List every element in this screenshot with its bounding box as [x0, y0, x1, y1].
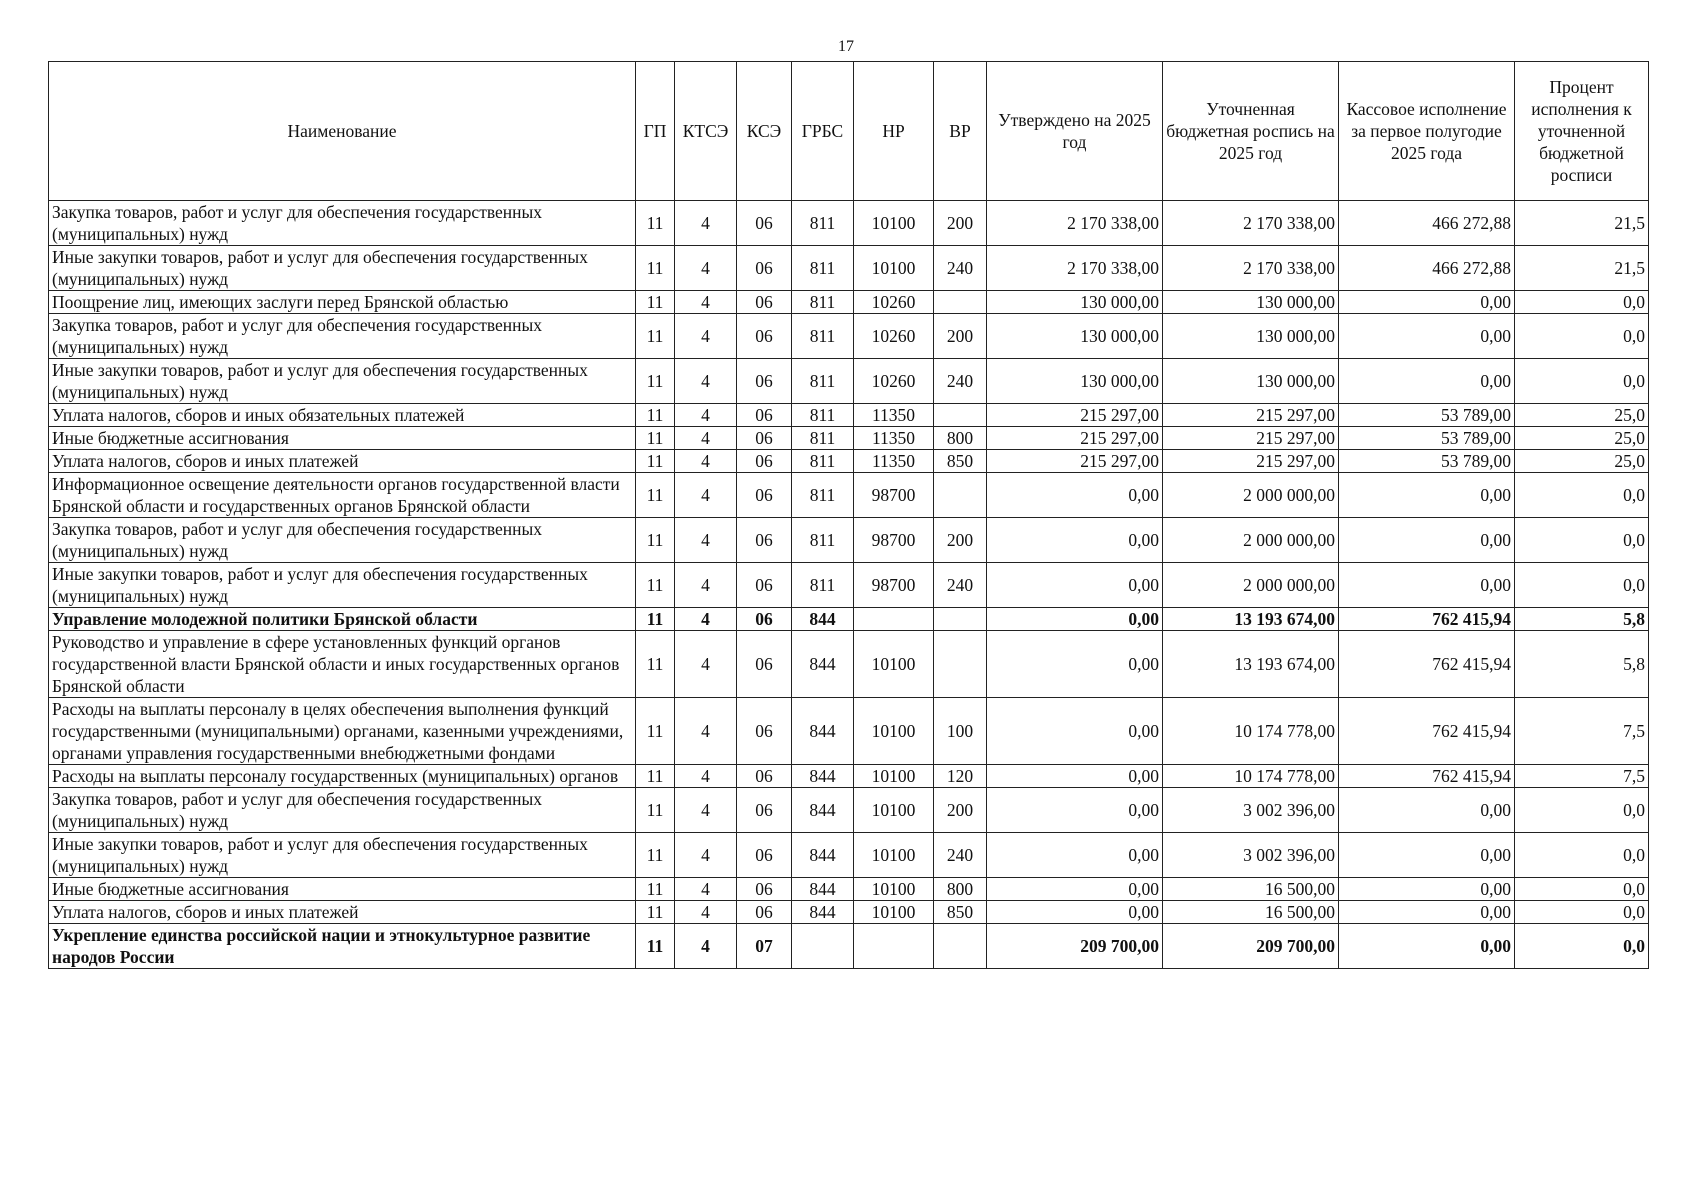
table-row: [49, 631, 1649, 698]
cell-refined: 2 000 000,00: [1163, 473, 1339, 518]
cell-cash: 0,00: [1339, 518, 1515, 563]
cell-gp: 11: [636, 201, 675, 246]
cell-cash: 762 415,94: [1339, 765, 1515, 788]
cell-kse: 06: [737, 404, 792, 427]
table-header-row: [49, 62, 1649, 201]
header-nr: НР: [854, 62, 934, 201]
cell-gp: 11: [636, 631, 675, 698]
cell-name: Уплата налогов, сборов и иных обязательных платежей: [49, 404, 636, 427]
cell-gp: 11: [636, 788, 675, 833]
cell-name: Иные бюджетные ассигнования: [49, 427, 636, 450]
cell-grbs: 844: [792, 788, 854, 833]
table-row: [49, 404, 1649, 427]
cell-vr: [934, 924, 987, 969]
cell-nr: 10260: [854, 359, 934, 404]
cell-grbs: 811: [792, 314, 854, 359]
table-row: [49, 246, 1649, 291]
cell-vr: 200: [934, 201, 987, 246]
cell-nr: 10100: [854, 765, 934, 788]
cell-ktse: 4: [675, 924, 737, 969]
cell-kse: 06: [737, 765, 792, 788]
cell-vr: 240: [934, 359, 987, 404]
cell-percent: 0,0: [1515, 563, 1649, 608]
cell-gp: 11: [636, 924, 675, 969]
cell-gp: 11: [636, 878, 675, 901]
header-grbs: ГРБС: [792, 62, 854, 201]
cell-name: Расходы на выплаты персоналу в целях обеспечения выполнения функций государственными (муниципальными) органами, казенными учреждениями, органами управления государственными внебюджетными фондами: [49, 698, 636, 765]
cell-percent: 0,0: [1515, 788, 1649, 833]
cell-vr: [934, 473, 987, 518]
cell-grbs: 844: [792, 833, 854, 878]
table-row: [49, 359, 1649, 404]
cell-kse: 06: [737, 201, 792, 246]
cell-ktse: 4: [675, 404, 737, 427]
cell-kse: 06: [737, 450, 792, 473]
cell-refined: 13 193 674,00: [1163, 631, 1339, 698]
table-row: [49, 473, 1649, 518]
table-row: [49, 314, 1649, 359]
cell-name: Управление молодежной политики Брянской области: [49, 608, 636, 631]
cell-percent: 0,0: [1515, 314, 1649, 359]
cell-refined: 130 000,00: [1163, 359, 1339, 404]
cell-name: Иные закупки товаров, работ и услуг для обеспечения государственных (муниципальных) нужд: [49, 359, 636, 404]
cell-cash: 0,00: [1339, 473, 1515, 518]
cell-nr: 10100: [854, 698, 934, 765]
cell-approved: 215 297,00: [987, 427, 1163, 450]
cell-ktse: 4: [675, 473, 737, 518]
cell-approved: 2 170 338,00: [987, 246, 1163, 291]
cell-ktse: 4: [675, 359, 737, 404]
cell-approved: 0,00: [987, 765, 1163, 788]
cell-percent: 0,0: [1515, 473, 1649, 518]
cell-gp: 11: [636, 473, 675, 518]
table-body: [49, 201, 1649, 969]
cell-percent: 7,5: [1515, 765, 1649, 788]
table-row: [49, 518, 1649, 563]
cell-gp: 11: [636, 291, 675, 314]
cell-kse: 06: [737, 518, 792, 563]
cell-percent: 0,0: [1515, 901, 1649, 924]
cell-name: Уплата налогов, сборов и иных платежей: [49, 901, 636, 924]
header-percent: Процент исполнения к уточненной бюджетной росписи: [1515, 62, 1649, 201]
cell-nr: 98700: [854, 473, 934, 518]
cell-nr: 10260: [854, 291, 934, 314]
cell-grbs: 844: [792, 765, 854, 788]
cell-grbs: 811: [792, 201, 854, 246]
cell-grbs: 844: [792, 878, 854, 901]
cell-nr: 10100: [854, 788, 934, 833]
header-name: Наименование: [49, 62, 636, 201]
header-ktse: КТСЭ: [675, 62, 737, 201]
table-row: [49, 833, 1649, 878]
cell-ktse: 4: [675, 631, 737, 698]
cell-name: Руководство и управление в сфере установленных функций органов государственной власти Брянской области и иных государственных органов Брянской области: [49, 631, 636, 698]
cell-cash: 466 272,88: [1339, 201, 1515, 246]
header-vr: ВР: [934, 62, 987, 201]
cell-cash: 762 415,94: [1339, 608, 1515, 631]
cell-nr: 98700: [854, 518, 934, 563]
cell-name: Иные закупки товаров, работ и услуг для обеспечения государственных (муниципальных) нужд: [49, 246, 636, 291]
cell-vr: 850: [934, 901, 987, 924]
cell-grbs: 811: [792, 291, 854, 314]
cell-ktse: 4: [675, 201, 737, 246]
cell-nr: [854, 924, 934, 969]
cell-refined: 2 000 000,00: [1163, 563, 1339, 608]
cell-kse: 06: [737, 314, 792, 359]
cell-kse: 06: [737, 608, 792, 631]
cell-gp: 11: [636, 833, 675, 878]
cell-name: Закупка товаров, работ и услуг для обеспечения государственных (муниципальных) нужд: [49, 314, 636, 359]
cell-cash: 0,00: [1339, 314, 1515, 359]
cell-ktse: 4: [675, 878, 737, 901]
cell-grbs: [792, 924, 854, 969]
cell-cash: 0,00: [1339, 833, 1515, 878]
cell-gp: 11: [636, 698, 675, 765]
cell-approved: 2 170 338,00: [987, 201, 1163, 246]
cell-name: Поощрение лиц, имеющих заслуги перед Брянской областью: [49, 291, 636, 314]
cell-cash: 0,00: [1339, 878, 1515, 901]
header-gp: ГП: [636, 62, 675, 201]
cell-ktse: 4: [675, 901, 737, 924]
cell-refined: 3 002 396,00: [1163, 833, 1339, 878]
cell-gp: 11: [636, 450, 675, 473]
cell-nr: 10100: [854, 878, 934, 901]
cell-refined: 2 000 000,00: [1163, 518, 1339, 563]
cell-nr: 10100: [854, 833, 934, 878]
cell-ktse: 4: [675, 698, 737, 765]
cell-name: Иные закупки товаров, работ и услуг для обеспечения государственных (муниципальных) нужд: [49, 563, 636, 608]
cell-kse: 06: [737, 833, 792, 878]
cell-percent: 25,0: [1515, 450, 1649, 473]
cell-vr: 850: [934, 450, 987, 473]
cell-cash: 53 789,00: [1339, 450, 1515, 473]
cell-gp: 11: [636, 359, 675, 404]
cell-kse: 06: [737, 246, 792, 291]
cell-vr: 120: [934, 765, 987, 788]
cell-ktse: 4: [675, 450, 737, 473]
cell-nr: 11350: [854, 427, 934, 450]
cell-refined: 215 297,00: [1163, 404, 1339, 427]
cell-gp: 11: [636, 427, 675, 450]
table-row: [49, 924, 1649, 969]
cell-ktse: 4: [675, 291, 737, 314]
cell-name: Информационное освещение деятельности органов государственной власти Брянской области и государственных органов Брянской области: [49, 473, 636, 518]
cell-nr: 10100: [854, 901, 934, 924]
cell-name: Закупка товаров, работ и услуг для обеспечения государственных (муниципальных) нужд: [49, 788, 636, 833]
cell-refined: 3 002 396,00: [1163, 788, 1339, 833]
cell-refined: 2 170 338,00: [1163, 201, 1339, 246]
cell-kse: 06: [737, 473, 792, 518]
cell-ktse: 4: [675, 314, 737, 359]
cell-vr: [934, 291, 987, 314]
cell-percent: 21,5: [1515, 201, 1649, 246]
cell-percent: 0,0: [1515, 833, 1649, 878]
cell-nr: 11350: [854, 404, 934, 427]
cell-approved: 0,00: [987, 518, 1163, 563]
cell-grbs: 811: [792, 473, 854, 518]
cell-percent: 5,8: [1515, 631, 1649, 698]
cell-ktse: 4: [675, 765, 737, 788]
cell-cash: 762 415,94: [1339, 698, 1515, 765]
cell-name: Закупка товаров, работ и услуг для обеспечения государственных (муниципальных) нужд: [49, 201, 636, 246]
cell-gp: 11: [636, 901, 675, 924]
cell-nr: 10100: [854, 246, 934, 291]
cell-grbs: 811: [792, 518, 854, 563]
cell-name: Уплата налогов, сборов и иных платежей: [49, 450, 636, 473]
cell-nr: 98700: [854, 563, 934, 608]
cell-refined: 215 297,00: [1163, 427, 1339, 450]
cell-refined: 215 297,00: [1163, 450, 1339, 473]
cell-name: Иные закупки товаров, работ и услуг для обеспечения государственных (муниципальных) нужд: [49, 833, 636, 878]
cell-vr: 200: [934, 788, 987, 833]
table-row: [49, 878, 1649, 901]
cell-cash: 466 272,88: [1339, 246, 1515, 291]
cell-vr: 200: [934, 518, 987, 563]
cell-approved: 0,00: [987, 473, 1163, 518]
cell-gp: 11: [636, 608, 675, 631]
cell-ktse: 4: [675, 563, 737, 608]
cell-cash: 0,00: [1339, 291, 1515, 314]
cell-gp: 11: [636, 404, 675, 427]
cell-approved: 0,00: [987, 878, 1163, 901]
cell-approved: 0,00: [987, 631, 1163, 698]
cell-approved: 0,00: [987, 563, 1163, 608]
cell-vr: 240: [934, 563, 987, 608]
cell-refined: 10 174 778,00: [1163, 698, 1339, 765]
cell-approved: 0,00: [987, 698, 1163, 765]
cell-nr: 10100: [854, 631, 934, 698]
header-refined: Уточненная бюджетная роспись на 2025 год: [1163, 62, 1339, 201]
cell-kse: 06: [737, 291, 792, 314]
cell-name: Иные бюджетные ассигнования: [49, 878, 636, 901]
cell-percent: 0,0: [1515, 359, 1649, 404]
cell-grbs: 811: [792, 246, 854, 291]
cell-cash: 53 789,00: [1339, 427, 1515, 450]
cell-vr: [934, 608, 987, 631]
cell-cash: 762 415,94: [1339, 631, 1515, 698]
cell-kse: 06: [737, 359, 792, 404]
cell-approved: 0,00: [987, 608, 1163, 631]
cell-kse: 06: [737, 631, 792, 698]
cell-approved: 209 700,00: [987, 924, 1163, 969]
cell-grbs: 844: [792, 901, 854, 924]
cell-ktse: 4: [675, 608, 737, 631]
table-row: [49, 427, 1649, 450]
table-row: [49, 608, 1649, 631]
cell-approved: 130 000,00: [987, 359, 1163, 404]
cell-grbs: 811: [792, 359, 854, 404]
cell-vr: 800: [934, 427, 987, 450]
cell-refined: 16 500,00: [1163, 878, 1339, 901]
cell-refined: 130 000,00: [1163, 314, 1339, 359]
page-number: 17: [838, 38, 854, 55]
cell-refined: 10 174 778,00: [1163, 765, 1339, 788]
cell-name: Расходы на выплаты персоналу государственных (муниципальных) органов: [49, 765, 636, 788]
cell-percent: 21,5: [1515, 246, 1649, 291]
header-kse: КСЭ: [737, 62, 792, 201]
cell-vr: [934, 404, 987, 427]
cell-cash: 53 789,00: [1339, 404, 1515, 427]
cell-refined: 16 500,00: [1163, 901, 1339, 924]
cell-cash: 0,00: [1339, 359, 1515, 404]
cell-percent: 0,0: [1515, 291, 1649, 314]
cell-gp: 11: [636, 563, 675, 608]
cell-cash: 0,00: [1339, 788, 1515, 833]
cell-kse: 06: [737, 901, 792, 924]
table-row: [49, 563, 1649, 608]
cell-approved: 215 297,00: [987, 404, 1163, 427]
cell-ktse: 4: [675, 427, 737, 450]
cell-grbs: 844: [792, 698, 854, 765]
cell-nr: 11350: [854, 450, 934, 473]
cell-cash: 0,00: [1339, 901, 1515, 924]
table-row: [49, 201, 1649, 246]
header-approved: Утверждено на 2025 год: [987, 62, 1163, 201]
cell-vr: [934, 631, 987, 698]
table-row: [49, 450, 1649, 473]
cell-approved: 130 000,00: [987, 291, 1163, 314]
header-cash: Кассовое исполнение за первое полугодие 2025 года: [1339, 62, 1515, 201]
cell-gp: 11: [636, 765, 675, 788]
cell-ktse: 4: [675, 788, 737, 833]
cell-refined: 2 170 338,00: [1163, 246, 1339, 291]
cell-cash: 0,00: [1339, 924, 1515, 969]
budget-table: [48, 61, 1649, 969]
cell-vr: 800: [934, 878, 987, 901]
cell-nr: [854, 608, 934, 631]
cell-ktse: 4: [675, 833, 737, 878]
table-row: [49, 291, 1649, 314]
cell-grbs: 844: [792, 608, 854, 631]
table-row: [49, 788, 1649, 833]
cell-grbs: 811: [792, 404, 854, 427]
cell-approved: 0,00: [987, 901, 1163, 924]
cell-grbs: 844: [792, 631, 854, 698]
cell-vr: 240: [934, 246, 987, 291]
cell-kse: 07: [737, 924, 792, 969]
cell-percent: 0,0: [1515, 518, 1649, 563]
cell-kse: 06: [737, 698, 792, 765]
cell-ktse: 4: [675, 246, 737, 291]
cell-cash: 0,00: [1339, 563, 1515, 608]
cell-percent: 0,0: [1515, 878, 1649, 901]
cell-gp: 11: [636, 246, 675, 291]
table-row: [49, 698, 1649, 765]
cell-approved: 0,00: [987, 833, 1163, 878]
cell-kse: 06: [737, 878, 792, 901]
cell-vr: 100: [934, 698, 987, 765]
cell-kse: 06: [737, 563, 792, 608]
cell-kse: 06: [737, 788, 792, 833]
cell-vr: 240: [934, 833, 987, 878]
cell-approved: 130 000,00: [987, 314, 1163, 359]
cell-kse: 06: [737, 427, 792, 450]
cell-refined: 13 193 674,00: [1163, 608, 1339, 631]
cell-percent: 25,0: [1515, 404, 1649, 427]
cell-grbs: 811: [792, 427, 854, 450]
cell-grbs: 811: [792, 563, 854, 608]
cell-percent: 25,0: [1515, 427, 1649, 450]
cell-approved: 0,00: [987, 788, 1163, 833]
cell-name: Укрепление единства российской нации и этнокультурное развитие народов России: [49, 924, 636, 969]
cell-nr: 10100: [854, 201, 934, 246]
cell-vr: 200: [934, 314, 987, 359]
cell-gp: 11: [636, 314, 675, 359]
cell-ktse: 4: [675, 518, 737, 563]
table-row: [49, 765, 1649, 788]
cell-refined: 130 000,00: [1163, 291, 1339, 314]
cell-name: Закупка товаров, работ и услуг для обеспечения государственных (муниципальных) нужд: [49, 518, 636, 563]
cell-percent: 0,0: [1515, 924, 1649, 969]
cell-nr: 10260: [854, 314, 934, 359]
cell-grbs: 811: [792, 450, 854, 473]
cell-approved: 215 297,00: [987, 450, 1163, 473]
cell-percent: 5,8: [1515, 608, 1649, 631]
cell-refined: 209 700,00: [1163, 924, 1339, 969]
table-row: [49, 901, 1649, 924]
cell-gp: 11: [636, 518, 675, 563]
cell-percent: 7,5: [1515, 698, 1649, 765]
